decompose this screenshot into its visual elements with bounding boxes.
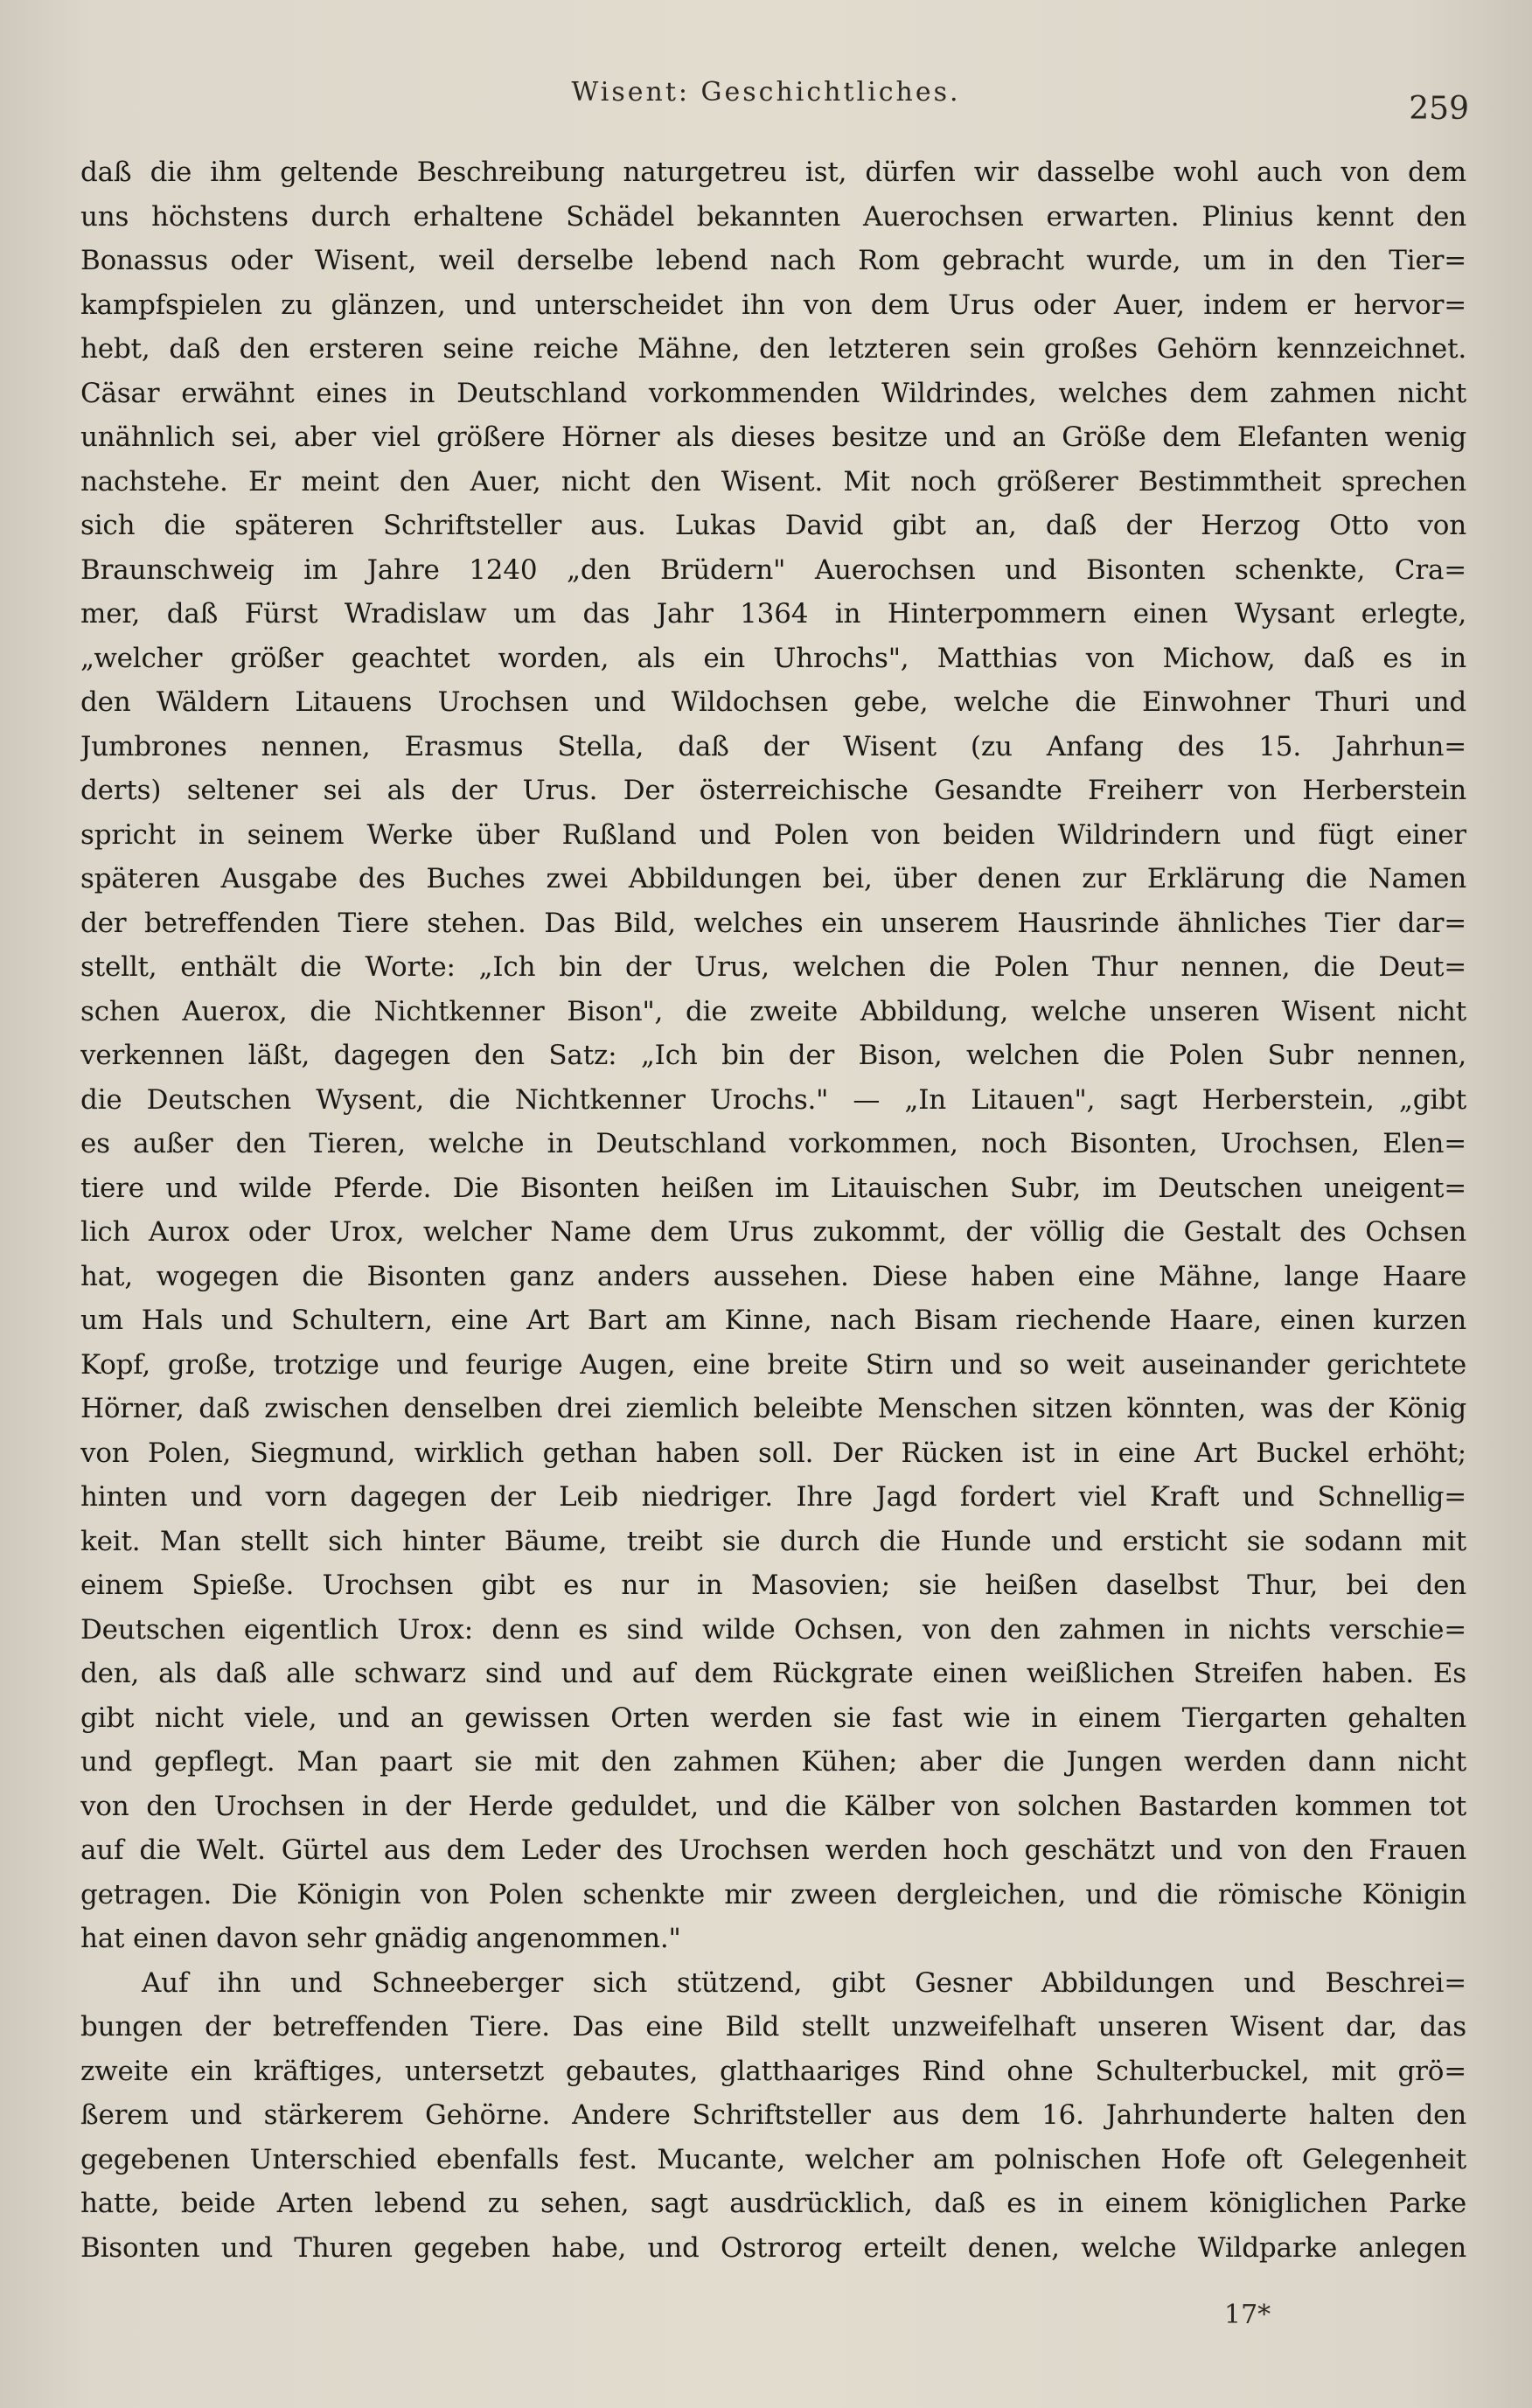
text-line: tiere und wilde Pferde. Die Bisonten heißen im Litauischen Subr, im Deutschen uneigent= [80,1172,1466,1204]
text-line: den Wäldern Litauens Urochsen und Wildochsen gebe, welche die Einwohner Thuri und [80,686,1466,718]
text-line: Bonassus oder Wisent, weil derselbe lebend nach Rom gebracht wurde, um in den Tier= [80,245,1466,276]
text-line: hinten und vorn dagegen der Leib niedriger. Ihre Jagd fordert viel Kraft und Schnellig= [80,1481,1466,1513]
text-line: Kopf, große, trotzige und feurige Augen, eine breite Stirn und so weit auseinander gerichtete [80,1348,1466,1381]
page-number: 259 [1409,91,1469,127]
text-line: auf die Welt. Gürtel aus dem Leder des Urochsen werden hoch geschätzt und von den Frauen [80,1834,1466,1866]
text-line: Hörner, daß zwischen denselben drei ziemlich beleibte Menschen sitzen könnten, was der König [80,1393,1466,1424]
text-line: von Polen, Siegmund, wirklich gethan haben soll. Der Rücken ist in eine Art Buckel erhöht; [80,1437,1466,1469]
text-line: und gepflegt. Man paart sie mit den zahmen Kühen; aber die Jungen werden dann nicht [80,1746,1466,1778]
text-line: daß die ihm geltende Beschreibung naturgetreu ist, dürfen wir dasselbe wohl auch von dem [80,157,1466,188]
text-line: spricht in seinem Werke über Rußland und Polen von beiden Wildrindern und fügt einer [80,818,1466,851]
text-line: um Hals und Schultern, eine Art Bart am Kinne, nach Bisam riechende Haare, einen kurzen [80,1305,1466,1336]
paragraph-start-line: Auf ihn und Schneeberger sich stützend, gibt Gesner Abbildungen und Beschrei= [142,1966,1466,1999]
text-line: unähnlich sei, aber viel größere Hörner als dieses besitze und an Größe dem Elefanten wenig [80,421,1466,453]
text-line: kampfspielen zu glänzen, und unterscheidet ihn von dem Urus oder Auer, indem er hervor= [80,289,1466,321]
text-line: nachstehe. Er meint den Auer, nicht den Wisent. Mit noch größerer Bestimmtheit sprechen [80,465,1466,498]
text-line: schen Auerox, die Nichtkenner Bison", die zweite Abbildung, welche unseren Wisent nicht [80,995,1466,1027]
text-line: hat, wogegen die Bisonten ganz anders aussehen. Diese haben eine Mähne, lange Haare [80,1260,1466,1292]
text-line: Bisonten und Thuren gegeben habe, und Ostrorog erteilt denen, welche Wildparke anlegen [80,2231,1466,2264]
text-line: mer, daß Fürst Wradislaw um das Jahr 1364 in Hinterpommern einen Wysant erlegte, [80,598,1466,630]
text-line: hatte, beide Arten lebend zu sehen, sagt ausdrücklich, daß es in einem königlichen Parke [80,2188,1466,2219]
text-line: einem Spieße. Urochsen gibt es nur in Masovien; sie heißen daselbst Thur, bei den [80,1569,1466,1601]
signature-mark: 17* [1224,2300,1271,2330]
text-line: hat einen davon sehr gnädig angenommen." [80,1923,681,1954]
text-line: Deutschen eigentlich Urox: denn es sind wilde Ochsen, von den zahmen in nichts verschie= [80,1613,1466,1646]
text-line: lich Aurox oder Urox, welcher Name dem Urus zukommt, der völlig die Gestalt des Ochsen [80,1216,1466,1248]
text-line: ßerem und stärkerem Gehörne. Andere Schriftsteller aus dem 16. Jahrhunderte halten den [80,2099,1466,2131]
text-line: späteren Ausgabe des Buches zwei Abbildungen bei, über denen zur Erklärung die Namen [80,863,1466,894]
text-line: hebt, daß den ersteren seine reiche Mähne, den letzteren sein großes Gehörn kennzeichnet. [80,333,1466,365]
text-line: bungen der betreffenden Tiere. Das eine Bild stellt unzweifelhaft unseren Wisent dar, das [80,2011,1466,2043]
text-line: von den Urochsen in der Herde geduldet, und die Kälber von solchen Bastarden kommen tot [80,1790,1466,1822]
text-line: Braunschweig im Jahre 1240 „den Brüdern" Auerochsen und Bisonten schenkte, Cra= [80,553,1466,586]
text-line: stellt, enthält die Worte: „Ich bin der Urus, welchen die Polen Thur nennen, die Deut= [80,951,1466,983]
text-line: Cäsar erwähnt eines in Deutschland vorkommenden Wildrindes, welches dem zahmen nicht [80,377,1466,409]
text-line: „welcher größer geachtet worden, als ein Uhrochs", Matthias von Michow, daß es in [80,642,1466,674]
text-line: es außer den Tieren, welche in Deutschland vorkommen, noch Bisonten, Urochsen, Elen= [80,1128,1466,1159]
text-line: zweite ein kräftiges, untersetzt gebautes, glatthaariges Rind ohne Schulterbuckel, mit grö= [80,2055,1466,2087]
text-line: uns höchstens durch erhaltene Schädel bekannten Auerochsen erwarten. Plinius kennt den [80,200,1466,233]
text-line: gibt nicht viele, und an gewissen Orten werden sie fast wie in einem Tiergarten gehalten [80,1702,1466,1734]
text-line: den, als daß alle schwarz sind und auf dem Rückgrate einen weißlichen Streifen haben. Es [80,1658,1466,1689]
text-line: derts) seltener sei als der Urus. Der österreichische Gesandte Freiherr von Herberstein [80,775,1466,806]
body-text [80,150,1466,2270]
text-line: gegebenen Unterschied ebenfalls fest. Mucante, welcher am polnischen Hofe oft Gelegenheit [80,2143,1466,2175]
text-line: keit. Man stellt sich hinter Bäume, treibt sie durch die Hunde und ersticht sie sodann mit [80,1525,1466,1557]
text-line: Jumbrones nennen, Erasmus Stella, daß der Wisent (zu Anfang des 15. Jahrhun= [80,730,1466,762]
text-line: verkennen läßt, dagegen den Satz: „Ich bin der Bison, welchen die Polen Subr nennen, [80,1040,1466,1071]
text-line: getragen. Die Königin von Polen schenkte mir zween dergleichen, und die römische Königin [80,1878,1466,1910]
text-line: die Deutschen Wysent, die Nichtkenner Urochs." — „In Litauen", sagt Herberstein, „gibt [80,1083,1466,1116]
running-head: Wisent: Geschichtliches. [571,77,961,108]
text-line: sich die späteren Schriftsteller aus. Lukas David gibt an, daß der Herzog Otto von [80,510,1466,541]
text-line: der betreffenden Tiere stehen. Das Bild, welches ein unserem Hausrinde ähnliches Tier dar= [80,907,1466,939]
